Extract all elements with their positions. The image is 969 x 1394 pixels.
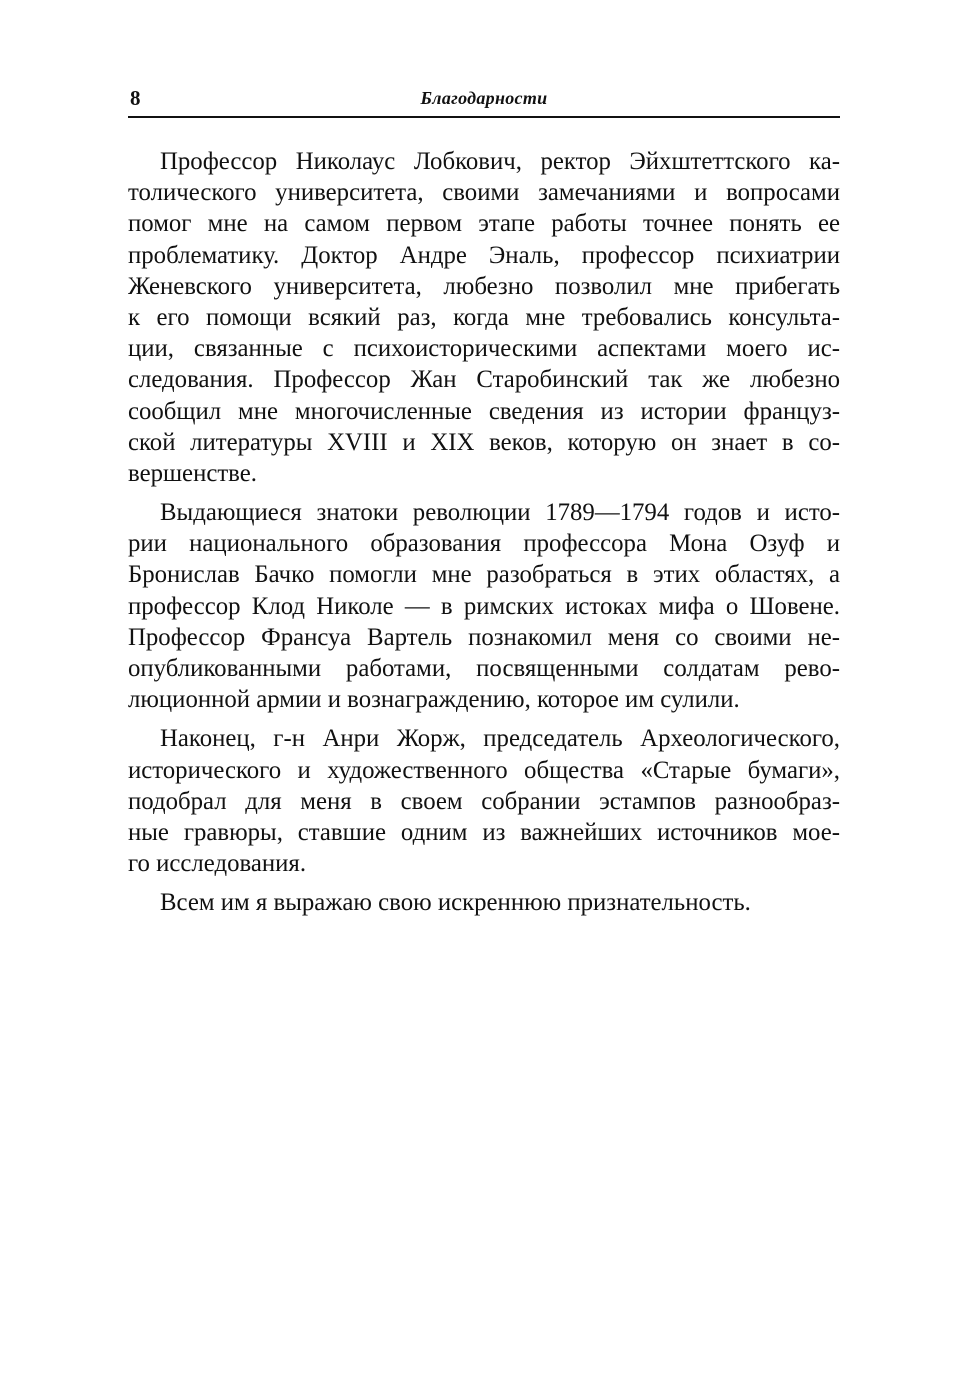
text-line: ской литературы XVIII и XIX веков, которую он знает в со- xyxy=(128,428,840,456)
text-line: сообщил мне многочисленные сведения из истории француз- xyxy=(128,397,840,425)
paragraph xyxy=(128,146,840,489)
text-line: го исследования. xyxy=(128,850,307,878)
text-line: Профессор Франсуа Вартель познакомил меня со своими не- xyxy=(128,623,840,651)
text-line: Наконец, г-н Анри Жорж, председатель Археологического, xyxy=(160,725,840,753)
paragraph-gap xyxy=(128,489,840,497)
paragraph xyxy=(128,497,840,715)
paragraph-gap xyxy=(128,879,840,887)
text-line: рии национального образования профессора Мона Озуф и xyxy=(128,530,840,558)
paragraph xyxy=(128,723,840,879)
text-line: проблематику. Доктор Андре Эналь, профессор психиатрии xyxy=(128,241,840,269)
running-head xyxy=(128,80,840,118)
text-line: люционной армии и вознаграждению, которое им сулили. xyxy=(128,686,740,714)
text-line: ции, связанные с психоисторическими аспектами моего ис- xyxy=(128,335,840,363)
text-line: Бронислав Бачко помогли мне разобраться в этих областях, а xyxy=(128,561,840,589)
page-number: 8 xyxy=(130,86,141,110)
text-line: толического университета, своими замечаниями и вопросами xyxy=(128,179,840,207)
running-head-title: Благодарности xyxy=(420,88,548,108)
text-line: подобрал для меня в своем собрании эстампов разнообраз- xyxy=(128,787,840,815)
text-line: следования. Профессор Жан Старобинский так же любезно xyxy=(128,366,840,394)
text-line: помог мне на самом первом этапе работы точнее понять ее xyxy=(128,210,840,238)
text-line: к его помощи всякий раз, когда мне требовались консульта- xyxy=(128,303,840,331)
paragraph xyxy=(128,887,840,918)
paragraph-gap xyxy=(128,715,840,723)
text-line: Профессор Николаус Лобкович, ректор Эйхштеттского ка- xyxy=(160,148,840,175)
body-text xyxy=(128,146,840,919)
text-line: исторического и художественного общества «Старые бумаги», xyxy=(128,756,840,784)
text-line: ные гравюры, ставшие одним из важнейших источников мое- xyxy=(128,818,840,846)
text-line: Выдающиеся знатоки революции 1789—1794 годов и исто- xyxy=(160,499,840,527)
text-line: Женевского университета, любезно позволил мне прибегать xyxy=(128,272,840,300)
text-line: профессор Клод Николе — в римских истоках мифа о Шовене. xyxy=(128,592,840,620)
text-line: вершенстве. xyxy=(128,459,257,487)
text-line: Всем им я выражаю свою искреннюю признательность. xyxy=(160,889,751,917)
text-line: опубликованными работами, посвященными солдатам рево- xyxy=(128,655,840,682)
